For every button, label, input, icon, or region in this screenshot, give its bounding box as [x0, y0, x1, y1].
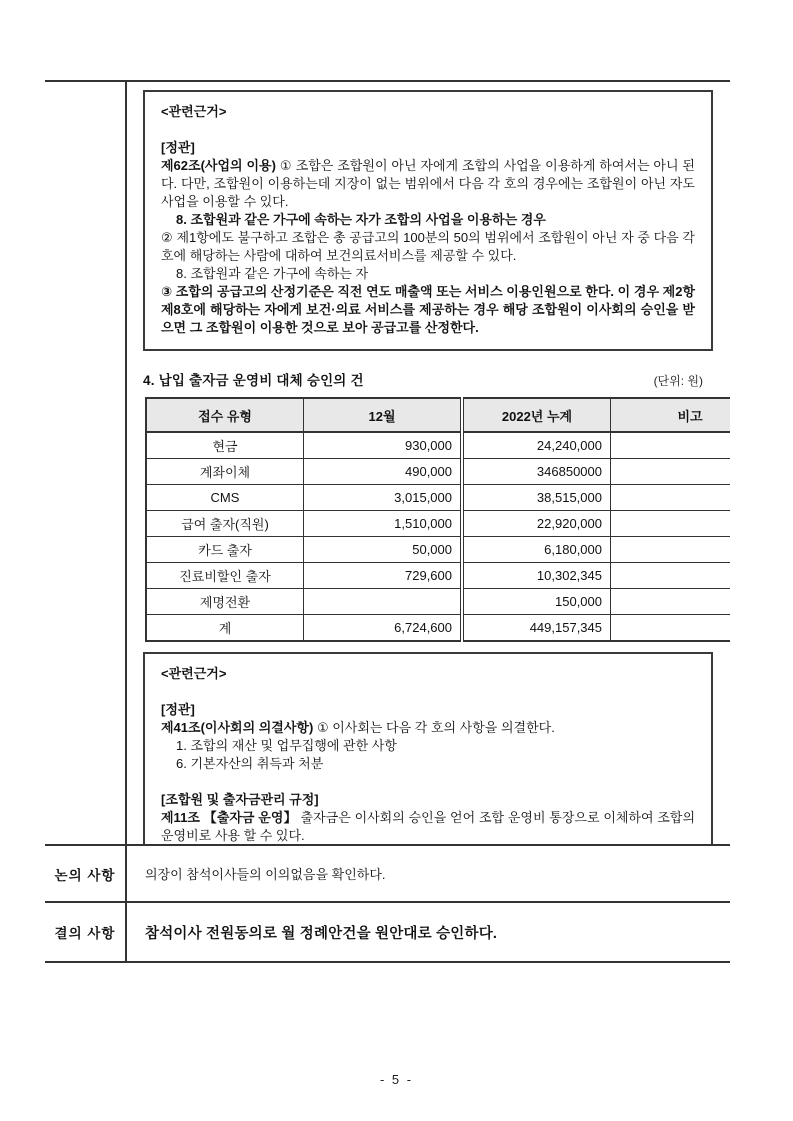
unit-label: (단위: 원) [653, 374, 703, 388]
cell-type: 급여 출자(직원) [146, 511, 304, 537]
discussion-content: 의장이 참석이사들의 이의없음을 확인하다. [145, 867, 386, 882]
cell-note [611, 589, 731, 615]
related-basis-title: <관련근거> [161, 104, 227, 119]
article-62-body: ① 조합은 조합원이 아닌 자에게 조합의 사업을 이용하게 하여서는 아니 된다. 다만, 조합원이 이용하는데 지장이 없는 범위에서 다음 각 호의 경우에는 조합원이 아닌 자도 사업을 이용할 수 있다. [161, 158, 695, 209]
article-41 [161, 719, 695, 737]
table-row-total [146, 615, 730, 642]
table-header-row [146, 398, 730, 432]
article-41-body: ① 이사회는 다음 각 호의 사항을 의결한다. [316, 720, 555, 735]
table-row [146, 589, 730, 615]
table-row [146, 459, 730, 485]
regulation-label: [조합원 및 출자금관리 규정] [161, 792, 319, 807]
cell-type: 카드 출자 [146, 537, 304, 563]
cell-december: 490,000 [304, 459, 463, 485]
section-4-title: 4. 납입 출자금 운영비 대체 승인의 건 [143, 373, 364, 388]
cell-note [611, 615, 731, 642]
col-header-december: 12월 [304, 398, 463, 432]
cell-note [611, 459, 731, 485]
article-41-item6: 6. 기본자산의 취득과 처분 [176, 756, 324, 771]
cell-total: 38,515,000 [462, 485, 611, 511]
article-62-title: 제62조(사업의 이용) [161, 158, 276, 173]
charter-label: [정관] [161, 702, 195, 717]
table-row [146, 563, 730, 589]
cell-total: 10,302,345 [462, 563, 611, 589]
article-11-body: 출자금은 이사회의 승인을 얻어 조합 운영비 통장으로 이체하여 조합의 운영비로 사용 할 수 있다. [161, 810, 696, 843]
table-row [146, 511, 730, 537]
resolution-content: 참석이사 전원동의로 월 정례안건을 원안대로 승인하다. [145, 925, 498, 942]
resolution-row [45, 901, 730, 963]
table-row [146, 537, 730, 563]
article-62-item8-bold: 8. 조합원과 같은 가구에 속하는 자가 조합의 사업을 이용하는 경우 [176, 212, 546, 227]
cell-type: 진료비할인 출자 [146, 563, 304, 589]
discussion-row [45, 844, 730, 901]
main-row [45, 82, 730, 844]
main-label-column [45, 82, 127, 844]
article-62-para2: ② 제1항에도 불구하고 조합은 총 공급고의 100분의 50의 범위에서 조합원이 아닌 자 중 다음 각 호에 해당하는 사람에 대하여 보건의료서비스를 제공할 수 있다. [161, 230, 695, 263]
cell-december: 50,000 [304, 537, 463, 563]
section-4-header [143, 369, 705, 389]
table-row [146, 485, 730, 511]
cell-total: 22,920,000 [462, 511, 611, 537]
cell-note [611, 563, 731, 589]
article-41-item1: 1. 조합의 재산 및 업무집행에 관한 사항 [176, 738, 397, 753]
article-11-title: 제11조 【출자금 운영】 [161, 810, 297, 825]
page-number: - 5 - [379, 1072, 414, 1087]
resolution-label: 결의 사항 [45, 903, 127, 961]
cell-note [611, 537, 731, 563]
contribution-table [145, 397, 730, 642]
cell-type: 계좌이체 [146, 459, 304, 485]
col-header-note: 비고 [611, 398, 731, 432]
cell-type: 제명전환 [146, 589, 304, 615]
col-header-2022-total: 2022년 누계 [462, 398, 611, 432]
cell-total: 449,157,345 [462, 615, 611, 642]
table-row [146, 432, 730, 459]
article-62-item8-plain: 8. 조합원과 같은 가구에 속하는 자 [176, 266, 369, 281]
cell-december [304, 589, 463, 615]
cell-total: 24,240,000 [462, 432, 611, 459]
cell-december: 1,510,000 [304, 511, 463, 537]
cell-december: 3,015,000 [304, 485, 463, 511]
article-41-title: 제41조(이사회의 의결사항) [161, 720, 314, 735]
cell-december: 930,000 [304, 432, 463, 459]
main-content-column [127, 82, 730, 844]
cell-type: CMS [146, 485, 304, 511]
charter-label: [정관] [161, 140, 195, 155]
related-basis-title: <관련근거> [161, 666, 227, 681]
cell-december: 6,724,600 [304, 615, 463, 642]
doc-frame [45, 80, 730, 963]
article-11 [161, 809, 695, 844]
cell-type: 현금 [146, 432, 304, 459]
related-basis-box-2 [143, 652, 713, 844]
discussion-label: 논의 사항 [45, 846, 127, 901]
col-header-type: 접수 유형 [146, 398, 304, 432]
related-basis-box-1 [143, 90, 713, 351]
article-62 [161, 157, 695, 211]
cell-total: 150,000 [462, 589, 611, 615]
cell-note [611, 485, 731, 511]
cell-note [611, 432, 731, 459]
cell-note [611, 511, 731, 537]
cell-december: 729,600 [304, 563, 463, 589]
article-62-para3: ③ 조합의 공급고의 산정기준은 직전 연도 매출액 또는 서비스 이용인원으로 한다. 이 경우 제2항제8호에 해당하는 자에게 보건·의료 서비스를 제공하는 경우 해당 조합원이 이사회의 승인을 받으면 그 조합원이 이용한 것으로 보아 공급고를 산정한다. [161, 284, 695, 335]
cell-type: 계 [146, 615, 304, 642]
cell-total: 6,180,000 [462, 537, 611, 563]
cell-total: 346850000 [462, 459, 611, 485]
